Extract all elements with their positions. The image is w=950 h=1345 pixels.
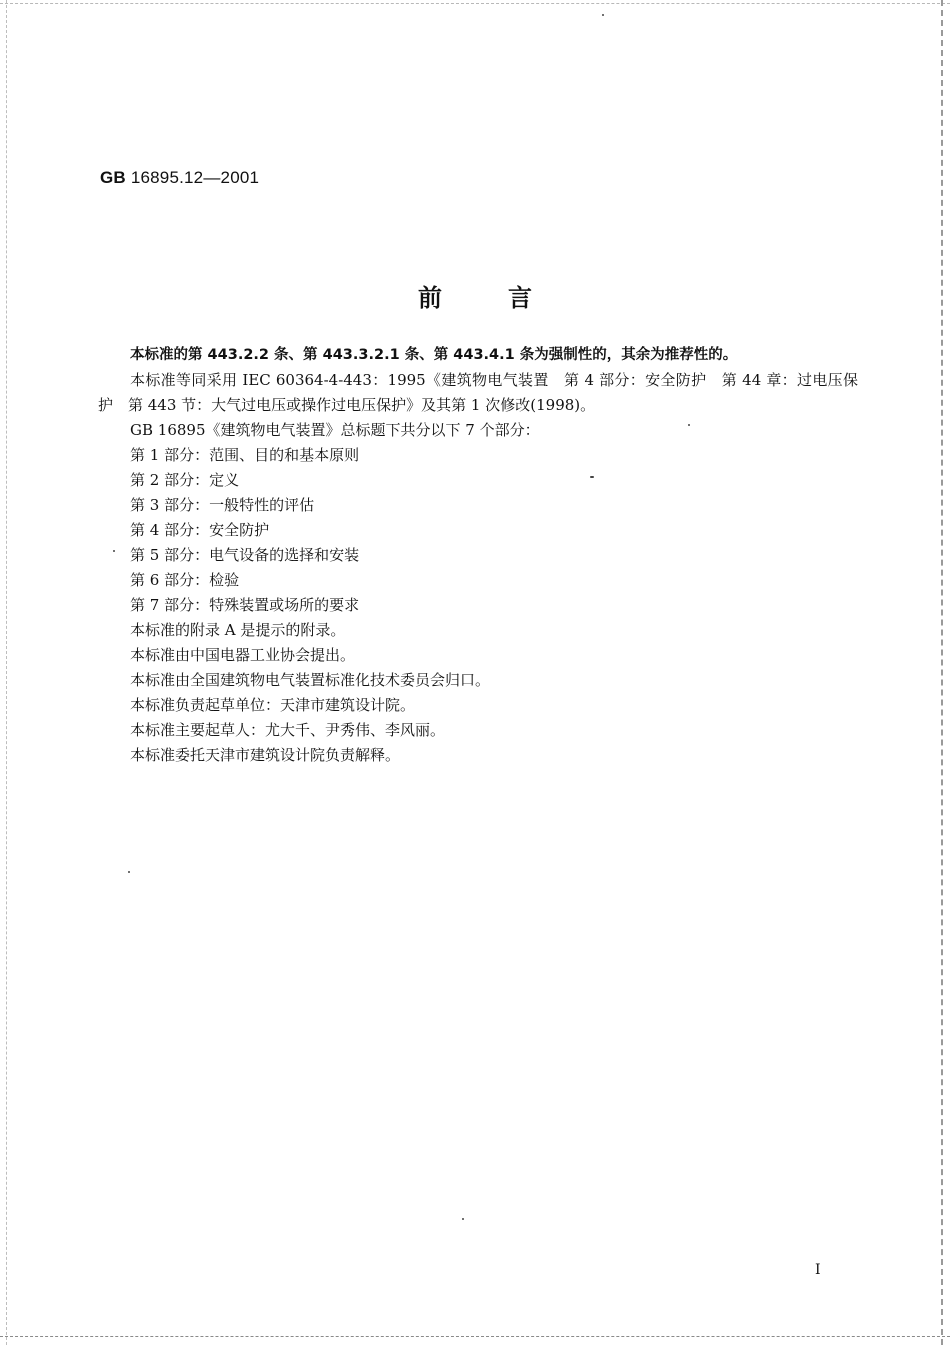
part-list-item: 第 1 部分：范围、目的和基本原则 bbox=[130, 446, 360, 464]
page-title-char-1: 前 bbox=[418, 284, 442, 312]
part-list-item: 第 3 部分：一般特性的评估 bbox=[130, 496, 315, 514]
standard-code-header bbox=[100, 168, 259, 188]
standard-prefix: GB bbox=[100, 168, 126, 187]
page-title-char-2: 言 bbox=[508, 284, 532, 312]
scan-speck bbox=[462, 1218, 464, 1220]
scan-edge-top bbox=[0, 3, 950, 4]
page-number: I bbox=[815, 1262, 821, 1278]
standard-number: 16895.12—2001 bbox=[125, 168, 260, 187]
interpretation-statement: 本标准委托天津市建筑设计院负责解释。 bbox=[130, 746, 401, 764]
scan-speck bbox=[128, 871, 130, 873]
scan-speck bbox=[602, 14, 604, 16]
part-list-item: 第 7 部分：特殊装置或场所的要求 bbox=[130, 596, 360, 614]
committee-statement: 本标准由全国建筑物电气装置标准化技术委员会归口。 bbox=[130, 671, 491, 689]
part-list-item: 第 5 部分：电气设备的选择和安装 bbox=[130, 546, 360, 564]
drafting-unit-statement: 本标准负责起草单位：天津市建筑设计院。 bbox=[130, 696, 416, 714]
adoption-statement: 本标准等同采用 IEC 60364-4-443：1995《建筑物电气装置 第 4 部分：安全防护 第 44 章：过电压保护 第 443 节：大气过电压或操作过电压保护》及其第 1 次修改(1998)。 bbox=[98, 371, 858, 414]
scan-edge-bottom bbox=[0, 1336, 950, 1337]
page-title bbox=[0, 278, 950, 313]
scan-edge-left bbox=[6, 0, 7, 1345]
part-list-item: 第 2 部分：定义 bbox=[130, 471, 240, 489]
part-list-item: 第 4 部分：安全防护 bbox=[130, 521, 270, 539]
drafters-statement: 本标准主要起草人：尤大千、尹秀伟、李风丽。 bbox=[130, 721, 446, 739]
foreword-body bbox=[98, 343, 858, 768]
mandatory-clauses-statement: 本标准的第 443.2.2 条、第 443.3.2.1 条、第 443.4.1 条为强制性的，其余为推荐性的。 bbox=[130, 347, 738, 363]
part-list-item: 第 6 部分：检验 bbox=[130, 571, 240, 589]
proposer-statement: 本标准由中国电器工业协会提出。 bbox=[130, 646, 356, 664]
scan-edge-right bbox=[941, 0, 943, 1345]
annex-statement: 本标准的附录 A 是提示的附录。 bbox=[130, 621, 346, 639]
series-intro: GB 16895《建筑物电气装置》总标题下共分以下 7 个部分： bbox=[130, 421, 540, 439]
